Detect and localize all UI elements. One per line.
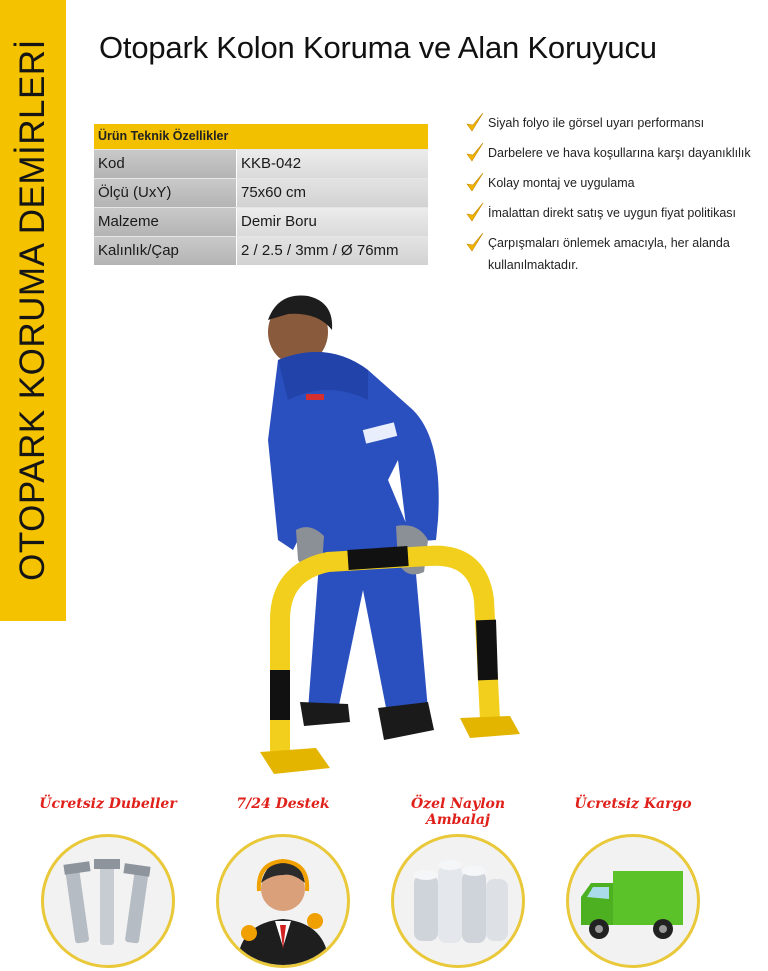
spec-key: Kod	[94, 150, 236, 178]
feature-text: İmalattan direkt satış ve uygun fiyat politikası	[488, 206, 737, 220]
spec-value: 2 / 2.5 / 3mm / Ø 76mm	[237, 237, 428, 265]
perk-circle	[216, 834, 350, 968]
checkmark-icon	[466, 142, 484, 164]
perk-label: Ücretsiz Kargo	[574, 796, 692, 812]
perk-label: Özel Naylon Ambalaj	[410, 796, 506, 828]
perk-label: Ücretsiz Dubeller	[39, 796, 177, 812]
checkmark-icon	[466, 112, 484, 134]
perk-circle	[391, 834, 525, 968]
side-banner-text: OTOPARK KORUMA DEMİRLERİ	[13, 39, 52, 581]
feature-item	[466, 112, 766, 134]
spec-value: 75x60 cm	[237, 179, 428, 207]
spec-key: Ölçü (UxY)	[94, 179, 236, 207]
side-banner	[0, 0, 66, 621]
feature-list	[466, 112, 766, 284]
delivery-truck-icon	[569, 837, 697, 965]
spec-value: Demir Boru	[237, 208, 428, 236]
checkmark-icon	[466, 232, 484, 254]
perk-label: 7/24 Destek	[236, 796, 330, 812]
spec-key: Malzeme	[94, 208, 236, 236]
spec-row	[94, 207, 428, 236]
spec-row	[94, 236, 428, 265]
support-agent-icon	[219, 837, 347, 965]
feature-text: Kolay montaj ve uygulama	[488, 176, 635, 190]
perk-circle	[566, 834, 700, 968]
spec-value: KKB-042	[237, 150, 428, 178]
perk-free-anchors	[33, 796, 183, 968]
feature-text: Siyah folyo ile görsel uyarı performansı	[488, 116, 705, 130]
checkmark-icon	[466, 202, 484, 224]
perk-packaging	[383, 796, 533, 968]
spec-row	[94, 178, 428, 207]
feature-item	[466, 172, 766, 194]
feature-text: Çarpışmaları önlemek amacıyla, her alanda kullanılmaktadır.	[488, 236, 730, 272]
checkmark-icon	[466, 172, 484, 194]
spec-key: Kalınlık/Çap	[94, 237, 236, 265]
spec-table	[94, 124, 428, 265]
perk-free-shipping	[558, 796, 708, 968]
page-title: Otopark Kolon Koruma ve Alan Koruyucu	[99, 30, 657, 65]
perk-circle	[41, 834, 175, 968]
parking-barrier-worker-image	[238, 290, 528, 780]
feature-text: Darbelere ve hava koşullarına karşı dayanıklılık	[488, 146, 751, 160]
feature-item	[466, 202, 766, 224]
anchor-bolts-icon	[44, 837, 172, 965]
spec-row	[94, 149, 428, 178]
stretch-film-rolls-icon	[394, 837, 522, 965]
feature-item	[466, 232, 766, 276]
feature-item	[466, 142, 766, 164]
spec-table-header: Ürün Teknik Özellikler	[94, 124, 428, 149]
perk-support	[208, 796, 358, 968]
